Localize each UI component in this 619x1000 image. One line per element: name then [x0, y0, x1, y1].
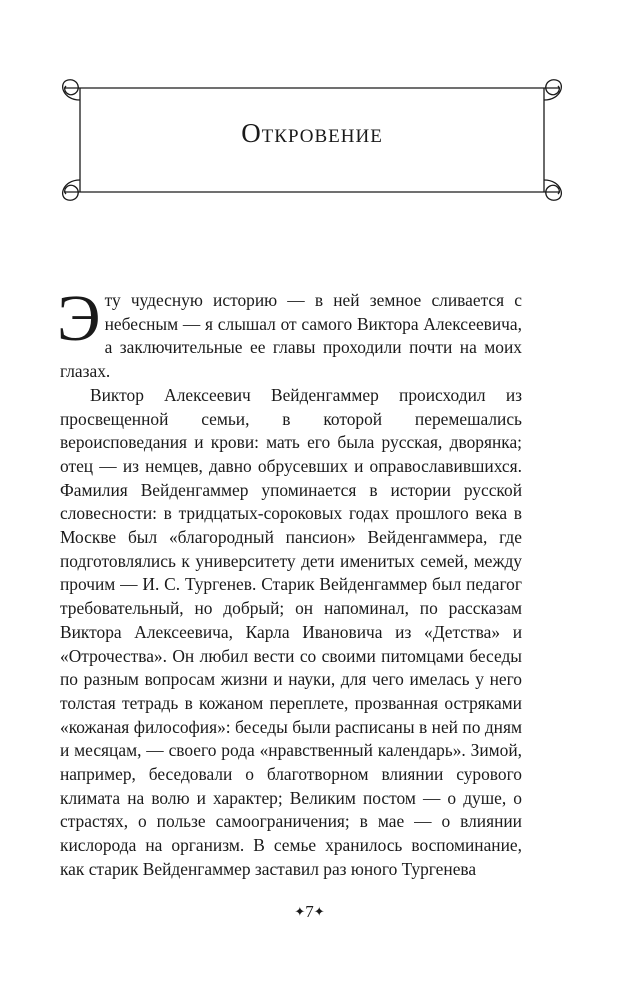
body-text [57, 282, 522, 882]
page-number [0, 902, 619, 922]
ornament-left-icon: ✦ [294, 904, 306, 919]
paragraph-2: Виктор Алексеевич Вейденгаммер происходил из просвещенной семьи, в которой перемешались вероисповедания и крови: мать его была русская, дворянка; отец — из немцев, давно обрусевших и оправославившихся. Фамилия Вейденгаммер упоминается в истории русской словесности: в тридцатых-сороковых годах прошлого века в Москве был «благородный пансион» Вейденгаммера, где подготовлялись к университету дети именитых семей, между прочим — И. С. Тургенев. Старик Вейденгаммер был педагог требовательный, но добрый; он напоминал, по рассказам Виктора Алексеевича, Карла Ивановича из «Детства» и «Отрочества». Он любил вести со своими питомцами беседы по разным вопросам жизни и науки, для чего имелась у него толстая тетрадь в кожаном переплете, прозванная остряками «кожаная философия»: беседы были расписаны в ней по дням и месяцам, — своего рода «нравственный календарь». Зимой, например, беседовали о благотворном влиянии сурового климата на волю и характер; Великим постом — о душе, о страстях, о пользе самоограничения; в мае — о влиянии кислорода на организм. В семье хранилось воспоминание, как старик Вейденгаммер заставил раз юного Тургенева [60, 384, 522, 879]
chapter-title: Откровение [241, 118, 383, 148]
paragraph-1 [57, 282, 522, 384]
paragraph-1-text: ту чудесную историю — в ней земное сливается с небесным — я слышал от самого Виктора Алексеевича, а заключительные ее главы проходили почти на моих глазах. [60, 290, 522, 382]
ornament-right-icon: ✦ [313, 904, 325, 919]
drop-cap: Э [57, 282, 101, 355]
page-number-value: 7 [305, 902, 314, 921]
